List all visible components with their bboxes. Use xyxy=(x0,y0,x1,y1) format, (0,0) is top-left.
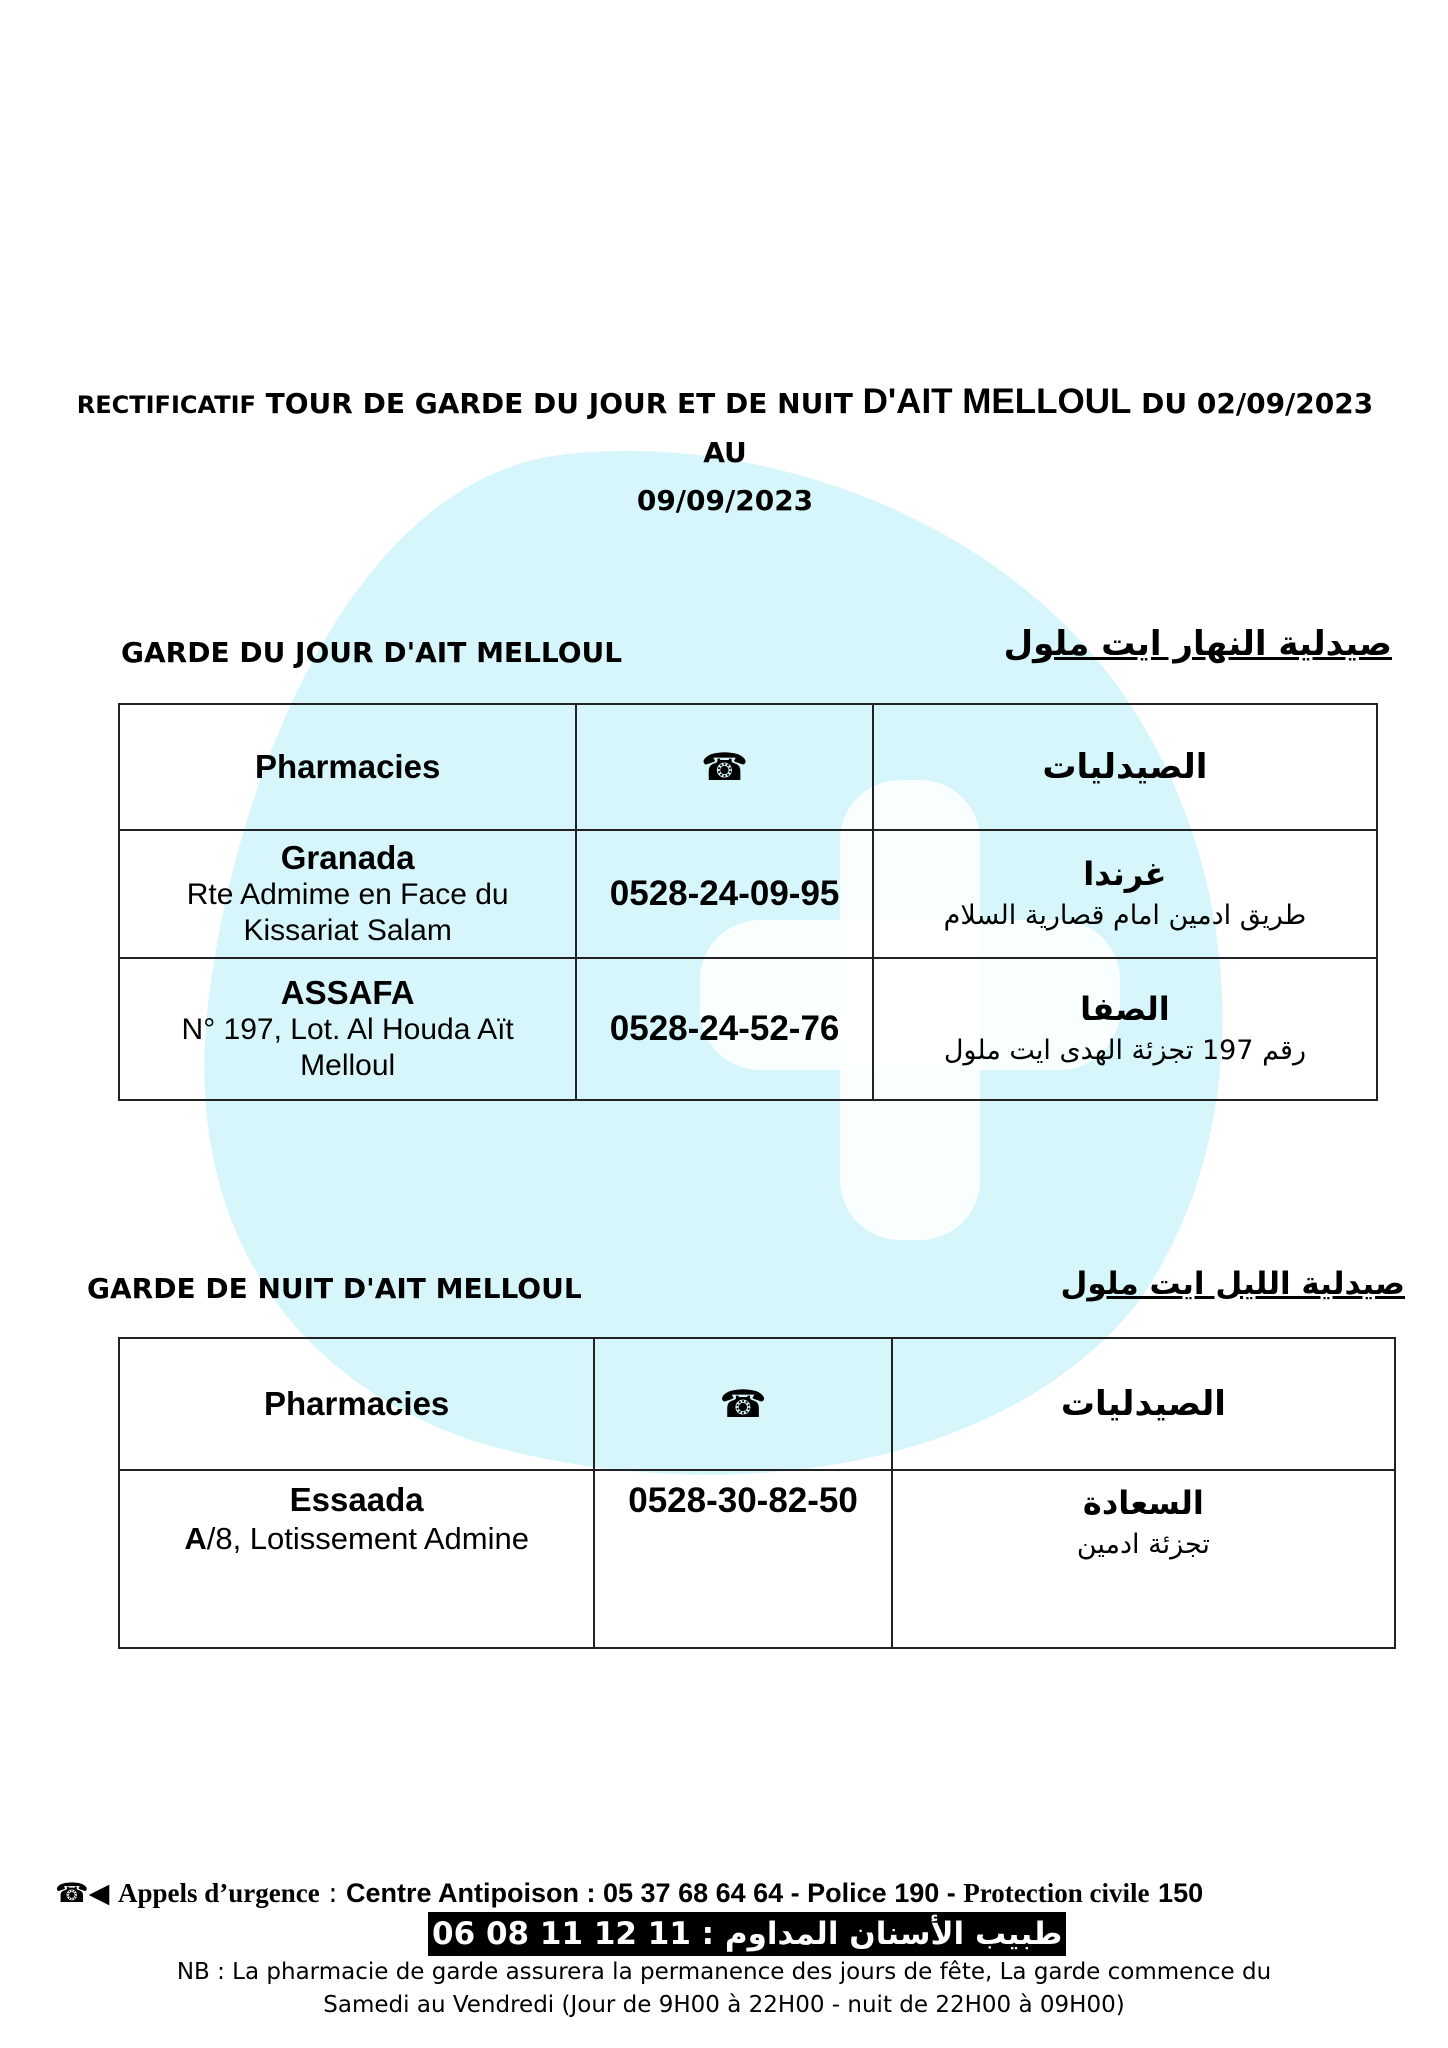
night-section-title-ar: صيدلية الليل ايت ملول xyxy=(1060,1266,1405,1302)
pharmacy-phone: 0528-24-09-95 xyxy=(609,874,840,913)
title-city: D'AIT MELLOUL xyxy=(862,382,1132,421)
phone-megaphone-icon: ☎◀ xyxy=(55,1878,110,1909)
pharmacy-address-line2: Kissariat Salam xyxy=(243,914,452,947)
day-pharmacies-table xyxy=(118,703,1378,1101)
title-dates-start: DU 02/09/2023 AU xyxy=(703,387,1374,469)
pharmacy-address-line2: Melloul xyxy=(300,1049,396,1082)
footnote xyxy=(150,1956,1298,2022)
pharmacy-cell-ar xyxy=(873,830,1377,958)
table-header-row xyxy=(119,704,1377,830)
antipoison-police: Centre Antipoison : 05 37 68 64 64 - Police 190 xyxy=(346,1878,940,1908)
protection-civile-number: 150 xyxy=(1158,1878,1204,1908)
day-section-title-fr: GARDE DU JOUR D'AIT MELLOUL xyxy=(121,636,623,669)
pharmacy-address-ar: طريق ادمين امام قصارية السلام xyxy=(943,900,1307,931)
column-header-pharmacies: Pharmacies xyxy=(119,1338,594,1470)
pharmacy-address: A/8, Lotissement Admine xyxy=(184,1521,529,1556)
title-middle: TOUR DE GARDE DU JOUR ET DE NUIT xyxy=(265,387,853,420)
phone-icon: ☎ xyxy=(700,745,749,789)
table-header-row xyxy=(119,1338,1395,1470)
pharmacy-cell-ar xyxy=(873,958,1377,1100)
table-row xyxy=(119,830,1377,958)
pharmacy-address-ar: رقم 197 تجزئة الهدى ايت ملول xyxy=(943,1035,1306,1066)
pharmacy-phone: 0528-24-52-76 xyxy=(609,1009,840,1048)
pharmacy-cell-fr xyxy=(119,830,576,958)
night-pharmacies-table xyxy=(118,1337,1396,1649)
pharmacy-cell-ar xyxy=(892,1470,1395,1648)
pharmacy-phone: 0528-30-82-50 xyxy=(628,1481,858,1520)
night-section-title-fr: GARDE DE NUIT D'AIT MELLOUL xyxy=(87,1272,582,1305)
footnote-line2: Samedi au Vendredi (Jour de 9H00 à 22H00 - nuit de 22H00 à 09H00) xyxy=(323,1992,1125,2018)
document-title xyxy=(70,378,1380,525)
table-row xyxy=(119,1470,1395,1648)
pharmacy-cell-fr xyxy=(119,1470,594,1648)
pharmacy-name: Granada xyxy=(280,839,415,876)
dentist-on-duty: طبيب الأسنان المداوم : 11 12 11 08 06 xyxy=(428,1912,1066,1956)
pharmacy-phone-cell xyxy=(576,958,873,1100)
phone-icon: ☎ xyxy=(719,1382,767,1426)
pharmacy-address-line1: N° 197, Lot. Al Houda Aït xyxy=(181,1013,514,1046)
pharmacy-name-ar: السعادة xyxy=(1082,1484,1204,1522)
pharmacy-name-ar: الصفا xyxy=(1080,990,1170,1028)
protection-civile-label: Protection civile xyxy=(963,1878,1150,1908)
column-header-phone xyxy=(594,1338,892,1470)
pharmacy-name-ar: غرندا xyxy=(1083,855,1167,893)
table-row xyxy=(119,958,1377,1100)
pharmacy-name: Essaada xyxy=(289,1481,424,1518)
pharmacy-phone-cell xyxy=(576,830,873,958)
column-header-pharmacies-ar: الصيدليات xyxy=(892,1338,1395,1470)
column-header-pharmacies: Pharmacies xyxy=(119,704,576,830)
day-section-title-ar: صيدلية النهار ايت ملول xyxy=(1003,624,1392,664)
pharmacy-address-line1: Rte Admime en Face du xyxy=(186,878,509,911)
pharmacy-phone-cell xyxy=(594,1470,892,1648)
title-dates-end: 09/09/2023 xyxy=(636,484,814,517)
pharmacy-cell-fr xyxy=(119,958,576,1100)
emergency-label: Appels d’urgence xyxy=(118,1878,320,1908)
column-header-pharmacies-ar: الصيدليات xyxy=(873,704,1377,830)
pharmacy-name: ASSAFA xyxy=(280,974,415,1011)
footnote-line1: NB : La pharmacie de garde assurera la permanence des jours de fête, La garde commence du xyxy=(176,1959,1272,1985)
title-prefix: RECTIFICATIF xyxy=(76,391,256,419)
pharmacy-address-ar: تجزئة ادمين xyxy=(1076,1529,1210,1560)
emergency-calls: ☎◀ Appels d’urgence : Centre Antipoison : 05 37 68 64 64 - Police 190 - Protection civile 150 xyxy=(55,1878,1204,1909)
column-header-phone xyxy=(576,704,873,830)
